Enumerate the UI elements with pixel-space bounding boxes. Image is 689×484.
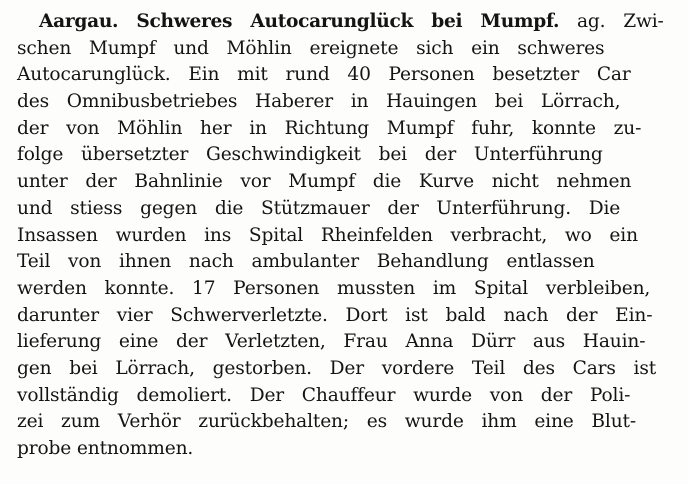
article-line-15: vollständig demoliert. Der Chauffeur wurde von der Poli- <box>17 384 631 406</box>
article-line-14: gen bei Lörrach, gestorben. Der vordere Teil des Cars ist <box>17 357 657 379</box>
article-line-2: schen Mumpf und Möhlin ereignete sich ein schweres <box>17 37 605 59</box>
article-line-17: probe entnommen. <box>17 438 194 459</box>
article-first-line <box>17 9 685 36</box>
article-first-line-rest: ag. Zwi- <box>559 11 664 32</box>
article-line-7: unter der Bahnlinie vor Mumpf die Kurve nicht nehmen <box>17 171 632 193</box>
article-line-5: der von Möhlin her in Richtung Mumpf fuhr, konnte zu- <box>17 117 642 139</box>
article-line-10: Teil von ihnen nach ambulanter Behandlung entlassen <box>17 251 595 273</box>
article-line-3: Autocarunglück. Ein mit rund 40 Personen besetzter Car <box>17 64 631 86</box>
article-line-6: folge übersetzter Geschwindigkeit bei der Unterführung <box>17 144 603 166</box>
news-article <box>17 9 685 463</box>
article-line-9: Insassen wurden ins Spital Rheinfelden verbracht, wo ein <box>17 224 638 246</box>
article-line-4: des Omnibusbetriebes Haberer in Hauingen bei Lörrach, <box>17 91 621 113</box>
article-line-8: und stiess gegen die Stützmauer der Unterführung. Die <box>17 197 621 219</box>
article-line-16: zei zum Verhör zurückbehalten; es wurde ihm eine Blut- <box>17 411 637 433</box>
article-line-12: darunter vier Schwerverletzte. Dort ist bald nach der Ein- <box>17 304 653 326</box>
article-line-13: lieferung eine der Verletzten, Frau Anna Dürr aus Hauin- <box>17 331 646 353</box>
article-headline: Aargau. Schweres Autocarunglück bei Mumpf. <box>39 11 560 32</box>
article-line-11: werden konnte. 17 Personen mussten im Spital verbleiben, <box>17 277 651 299</box>
